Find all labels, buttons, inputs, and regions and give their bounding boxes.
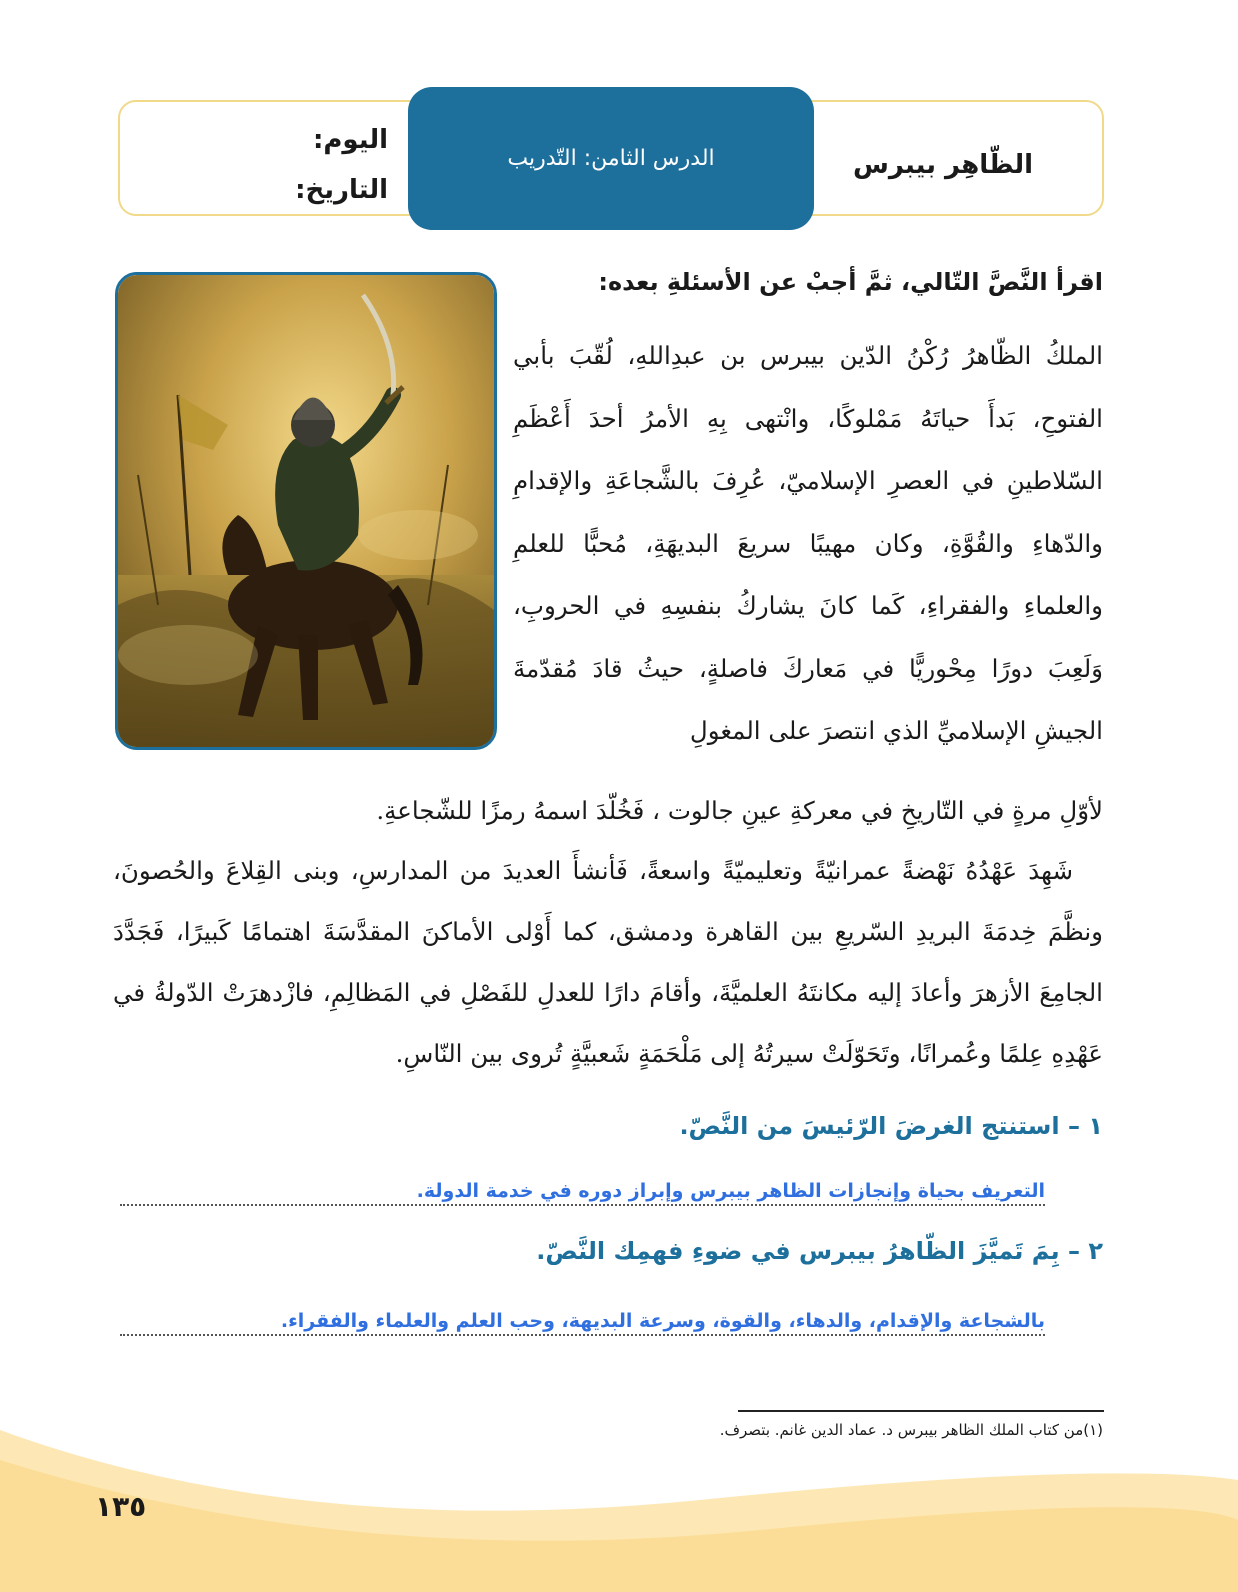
topic-title: الظّاهِر بيبرس — [852, 150, 1033, 180]
day-label: اليوم: — [312, 125, 388, 155]
footnote: (١)من كتاب الملك الظاهر بيبرس د. عماد الدين غانم. بتصرف. — [719, 1421, 1103, 1439]
answer-2: بالشجاعة والإقدام، والدهاء، والقوة، وسرعة البديهة، وحب العلم والعلماء والفقراء. — [277, 1310, 1045, 1332]
lesson-title-box — [408, 87, 814, 230]
page-number: ١٣٥ — [95, 1490, 147, 1523]
paragraph-1: الملكُ الظّاهرُ رُكْنُ الدّين بيبرس بن عبدِاللهِ، لُقّبَ بأبي الفتوحِ، بَدأَ حياتَهُ مَمْلوكًا، وانْتهى بِهِ الأمرُ أحدَ أَعْظَمِ السّلاطينِ في العصرِ الإسلاميّ، عُرِفَ بالشَّجاعَةِ والإقدامِ والدّهاءِ والقُوَّةِ، وكان مهيبًا سريعَ البديهَةِ، مُحبًّا للعلمِ والعلماءِ والفقراءِ، كَما كانَ يشاركُ بنفسِهِ في الحروبِ، وَلَعِبَ دورًا مِحْوريًّا في مَعاركَ فاصلةٍ، حيثُ قادَ مُقدّمةَ الجيشِ الإسلاميِّ الذي انتصرَ على المغولِ — [513, 341, 1103, 745]
question-2: ٢ – بِمَ تَميَّزَ الظّاهرُ بيبرس في ضوءِ فهمِك النَّصّ. — [536, 1237, 1103, 1265]
lesson-title: الدرس الثامن: التّدريب — [507, 146, 715, 171]
answer-line-1[interactable] — [120, 1170, 1045, 1206]
paragraph-2: شَهِدَ عَهْدُهُ نَهْضةً عمرانيّةً وتعليميّةً واسعةً، فَأنشأَ العديدَ من المدارسِ، وبنى القِلاعَ والحُصونَ، ونظَّمَ خِدمَةَ البريدِ السّريعِ بين القاهرة ودمشق، كما أَوْلى الأماكنَ المقدَّسَةَ اهتمامًا كَبيرًا، فَجَدَّدَ الجامِعَ الأزهرَ وأعادَ إليه مكانتَهُ العلميَّةَ، وأقامَ دارًا للعدلِ للفَصْلِ في المَظالِمِ، فازْدهرَتْ الدّولةُ في عَهْدِهِ عِلمًا وعُمرانًا، وتَحَوّلَتْ سيرتُهُ إلى مَلْحَمَةٍ شَعبيَّةٍ تُروى بين النّاسِ. — [113, 856, 1103, 1068]
date-label: التاريخ: — [295, 175, 388, 205]
answer-1: التعريف بحياة وإنجازات الظاهر بيبرس وإبراز دوره في خدمة الدولة. — [413, 1180, 1045, 1202]
horseman-illustration — [118, 275, 494, 747]
paragraph-1-tail: لأوّلِ مرةٍ في التّاريخِ في معركةِ عينِ جالوت ، فَخُلّدَ اسمهُ رمزًا للشّجاعةِ. — [376, 796, 1103, 825]
instruction-text: اقرأ النَّصَّ التّالي، ثمَّ أجبْ عن الأسئلةِ بعده: — [598, 268, 1103, 296]
answer-line-2[interactable] — [120, 1300, 1045, 1336]
question-1: ١ – استنتج الغرضَ الرّئيسَ من النَّصّ. — [679, 1112, 1103, 1140]
day-date-block — [238, 115, 388, 215]
baibars-painting-image — [115, 272, 497, 750]
footnote-rule — [738, 1410, 1104, 1412]
